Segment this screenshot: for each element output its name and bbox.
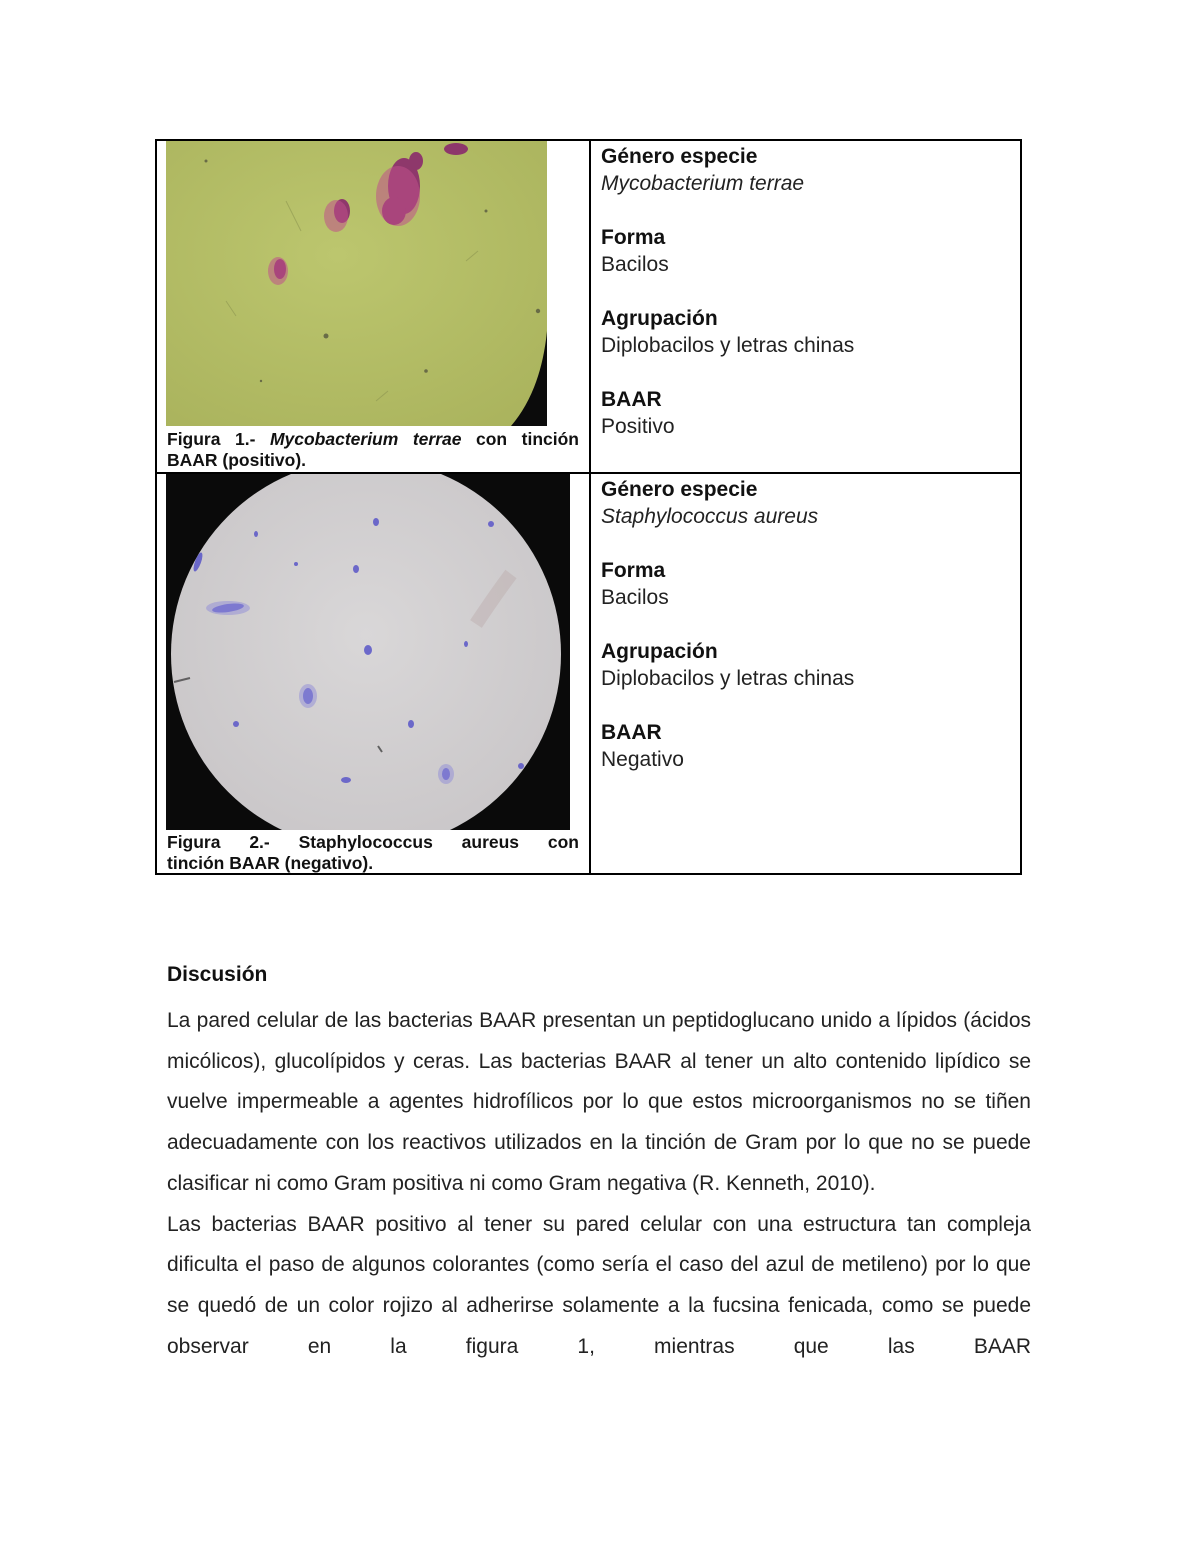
genus-heading: Género especie	[601, 145, 758, 168]
baar-value: Positivo	[601, 415, 675, 438]
genus-heading: Género especie	[601, 478, 758, 501]
figure-2-micrograph	[166, 474, 570, 830]
grouping-value: Diplobacilos y letras chinas	[601, 667, 855, 690]
grouping-heading: Agrupación	[601, 640, 718, 663]
grouping-heading: Agrupación	[601, 307, 718, 330]
baar-heading: BAAR	[601, 721, 662, 744]
discussion-paragraph-2: Las bacterias BAAR positivo al tener su pared celular con una estructura tan compleja dificulta el paso de algunos colorantes (como sería el caso del azul de metileno) por lo que se quedó de un color rojizo al adherirse solamente a la fucsina fenicada, como se puede observar en la figura 1, mientras que las BAAR	[167, 1212, 1031, 1358]
figure-1-micrograph	[166, 141, 547, 426]
figure-2-info-cell	[591, 474, 1020, 873]
table-row-figure-1	[157, 141, 1020, 474]
genus-value: Staphylococcus aureus	[601, 505, 819, 528]
table-row-figure-2	[157, 474, 1020, 873]
figure-2-cell	[157, 474, 589, 873]
discussion-section	[167, 960, 1031, 1367]
form-value: Bacilos	[601, 586, 669, 609]
figure-2-caption: Figura 2.- Staphylococcus aureus con tinción BAAR (negativo).	[167, 832, 579, 873]
discussion-paragraph-1: La pared celular de las bacterias BAAR presentan un peptidoglucano unido a lípidos (ácidos micólicos), glucolípidos y ceras. Las bacterias BAAR al tener un alto contenido lipídico se vuelve impermeable a agentes hidrofílicos por lo que estos microorganismos no se tiñen adecuadamente con los reactivos utilizados en la tinción de Gram por lo que no se puede clasificar ni como Gram positiva ni como Gram negativa (R. Kenneth, 2010).	[167, 1009, 1031, 1195]
results-table	[155, 139, 1022, 875]
baar-value: Negativo	[601, 748, 684, 771]
form-heading: Forma	[601, 559, 666, 582]
genus-value: Mycobacterium terrae	[601, 172, 805, 195]
form-heading: Forma	[601, 226, 666, 249]
form-value: Bacilos	[601, 253, 669, 276]
grouping-value: Diplobacilos y letras chinas	[601, 334, 855, 357]
figure-1-cell	[157, 141, 589, 472]
baar-heading: BAAR	[601, 388, 662, 411]
figure-1-info-cell	[591, 141, 1020, 472]
discussion-heading: Discusión	[167, 963, 268, 986]
figure-1-caption: Figura 1.- Mycobacterium terrae con tinción BAAR (positivo).	[167, 429, 579, 470]
